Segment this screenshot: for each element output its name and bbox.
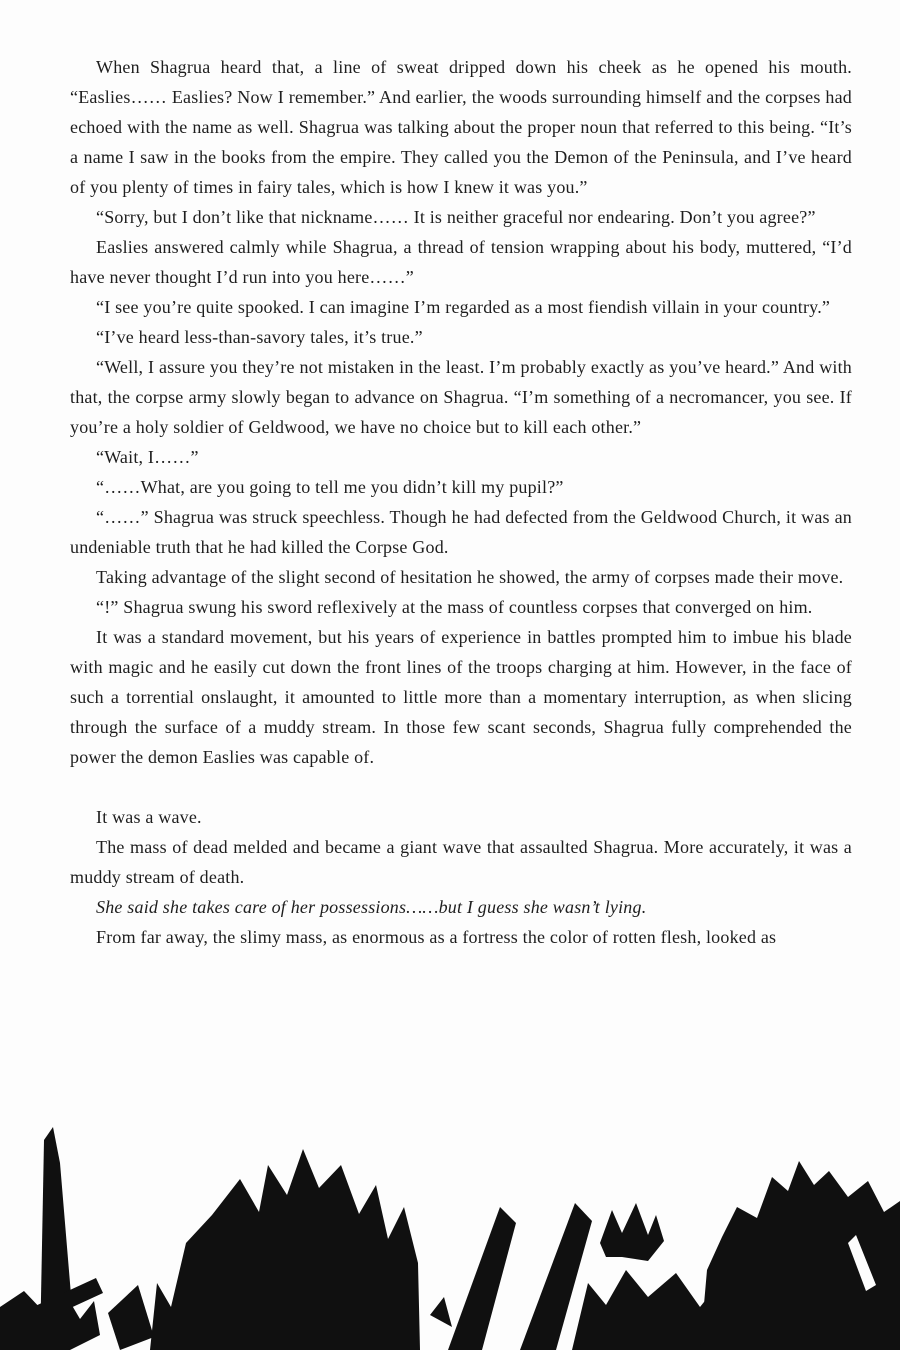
ink-central-mass — [150, 1149, 420, 1350]
paragraph: “Sorry, but I don’t like that nickname…… It is neither graceful nor endearing. Don’t you agree?” — [96, 207, 816, 227]
paragraph: “I’ve heard less-than-savory tales, it’s true.” — [96, 327, 423, 347]
paragraph: It was a wave. — [96, 807, 202, 827]
paragraph: The mass of dead melded and became a giant wave that assaulted Shagrua. More accurately, it was a muddy stream of death. — [70, 837, 852, 887]
paragraph: “!” Shagrua swung his sword reflexively at the mass of countless corpses that converged on him. — [96, 597, 813, 617]
paragraph: She said she takes care of her possessions……but I guess she wasn’t lying. — [96, 897, 647, 917]
paragraph: It was a standard movement, but his years of experience in battles prompted him to imbue his blade with magic and he easily cut down the front lines of the troops charging at him. However, in the face of such a torrential onslaught, it amounted to little more than a momentary interruption, as when slicing through the surface of a muddy stream. In those few scant seconds, Shagrua fully comprehended the power the demon Easlies was capable of. — [70, 627, 852, 767]
paragraph: “Well, I assure you they’re not mistaken in the least. I’m probably exactly as you’ve heard.” And with that, the corpse army slowly began to advance on Shagrua. “I’m something of a necromancer, you see. If you’re a holy soldier of Geldwood, we have no choice but to kill each other.” — [70, 357, 852, 437]
ink-spike-left — [448, 1207, 516, 1350]
ink-blob — [600, 1203, 664, 1261]
ink-splatter-illustration — [0, 1115, 900, 1350]
ink-shard — [108, 1285, 154, 1350]
paragraph: From far away, the slimy mass, as enormous as a fortress the color of rotten flesh, looked as — [96, 927, 777, 947]
paragraph: “……” Shagrua was struck speechless. Though he had defected from the Geldwood Church, it was an undeniable truth that he had killed the Corpse God. — [70, 507, 852, 557]
paragraph: “……What, are you going to tell me you didn’t kill my pupil?” — [96, 477, 564, 497]
ink-right-mass — [700, 1161, 900, 1350]
paragraph: “I see you’re quite spooked. I can imagine I’m regarded as a most fiendish villain in your country.” — [96, 297, 831, 317]
paragraph: When Shagrua heard that, a line of sweat dripped down his cheek as he opened his mouth. “Easlies…… Easlies? Now I remember.” And earlier, the woods surrounding himself and the corpses had echoed with the name as well. Shagrua was talking about the proper noun that referred to this being. “It’s a name I saw in the books from the empire. They called you the Demon of the Peninsula, and I’ve heard of you plenty of times in fairy tales, which is how I knew it was you.” — [70, 57, 852, 197]
paragraph: Easlies answered calmly while Shagrua, a thread of tension wrapping about his body, muttered, “I’d have never thought I’d run into you here……” — [70, 237, 852, 287]
paragraph: Taking advantage of the slight second of hesitation he showed, the army of corpses made their move. — [96, 567, 844, 587]
paragraph: “Wait, I……” — [96, 447, 199, 467]
ink-shard — [430, 1297, 452, 1327]
page-text — [70, 52, 852, 952]
